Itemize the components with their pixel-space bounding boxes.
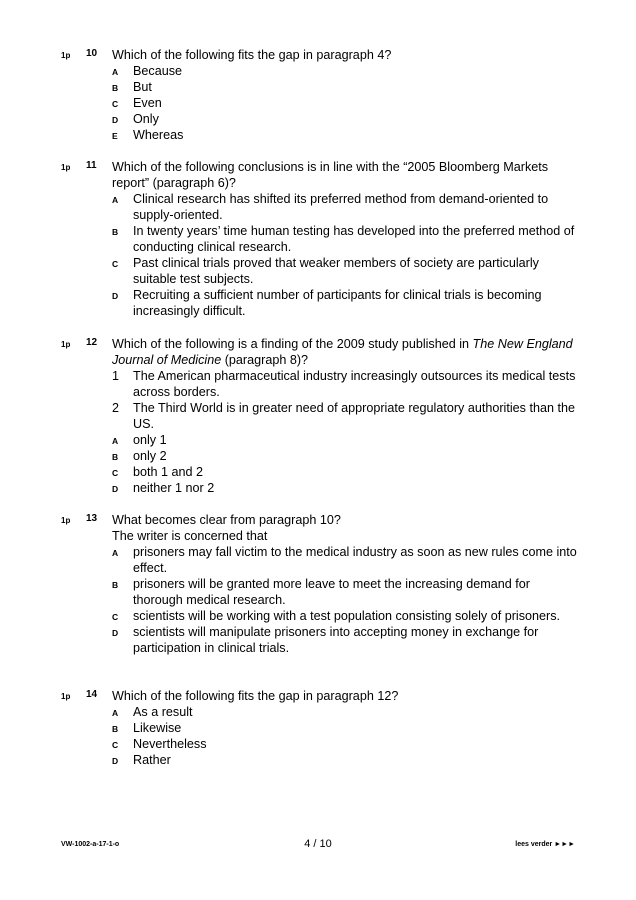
option-text: only 1 xyxy=(133,433,167,447)
answer-option xyxy=(112,79,582,95)
option-text: Recruiting a sufficient number of participants for clinical trials is becoming increasingly difficult. xyxy=(133,288,542,318)
answer-option xyxy=(112,127,582,143)
option-key: D xyxy=(112,484,119,494)
question-points: 1p xyxy=(61,340,71,349)
answer-option xyxy=(112,111,582,127)
question-points: 1p xyxy=(61,163,71,172)
option-key: A xyxy=(112,548,119,558)
question-number: 12 xyxy=(86,337,98,348)
option-key: A xyxy=(112,67,119,77)
statement xyxy=(112,400,582,432)
question-stem: Which of the following fits the gap in paragraph 4? xyxy=(112,48,392,62)
option-text: Rather xyxy=(133,753,171,767)
option-text: prisoners will be granted more leave to meet the increasing demand for thorough medical research. xyxy=(133,577,530,607)
question-10 xyxy=(0,47,636,143)
option-text: Only xyxy=(133,112,159,126)
question-number: 10 xyxy=(86,48,98,59)
answer-option xyxy=(112,752,582,768)
answer-option xyxy=(112,464,582,480)
option-text: Nevertheless xyxy=(133,737,207,751)
answer-option xyxy=(112,624,582,656)
option-text: prisoners may fall victim to the medical industry as soon as new rules come into effect. xyxy=(133,545,577,575)
option-text: Past clinical trials proved that weaker members of society are particularly suitable test subjects. xyxy=(133,256,539,286)
answer-option xyxy=(112,720,582,736)
option-text: only 2 xyxy=(133,449,167,463)
answer-option xyxy=(112,448,582,464)
answer-options xyxy=(112,544,582,656)
question-stem-continuation: The writer is concerned that xyxy=(112,529,268,543)
answer-option xyxy=(112,191,582,223)
question-stem: Which of the following conclusions is in line with the “2005 Bloomberg Markets report” (paragraph 6)? xyxy=(112,160,549,190)
answer-options xyxy=(112,432,582,496)
exam-code: VW-1002-a-17-1-o xyxy=(61,841,120,848)
answer-option xyxy=(112,704,582,720)
option-key: C xyxy=(112,612,119,622)
statement-text: The Third World is in greater need of appropriate regulatory authorities than the US. xyxy=(133,401,575,431)
option-key: A xyxy=(112,708,119,718)
question-14 xyxy=(0,688,636,768)
option-key: D xyxy=(112,291,119,301)
continue-indicator: lees verder ►►► xyxy=(515,841,575,848)
page-footer xyxy=(0,838,636,854)
option-key: B xyxy=(112,83,119,93)
option-text: both 1 and 2 xyxy=(133,465,204,479)
stem-text: (paragraph 8)? xyxy=(221,353,309,367)
question-13 xyxy=(0,512,636,656)
answer-option xyxy=(112,608,582,624)
option-key: D xyxy=(112,756,119,766)
answer-option xyxy=(112,95,582,111)
page-number: 4 / 10 xyxy=(304,838,332,850)
question-number: 11 xyxy=(86,160,97,171)
option-text: Because xyxy=(133,64,183,78)
option-key: D xyxy=(112,115,119,125)
answer-option xyxy=(112,544,582,576)
answer-option xyxy=(112,576,582,608)
option-text: Likewise xyxy=(133,721,182,735)
question-stem: Which of the following fits the gap in paragraph 12? xyxy=(112,689,399,703)
option-key: D xyxy=(112,628,119,638)
statement xyxy=(112,368,582,400)
question-stem: What becomes clear from paragraph 10? xyxy=(112,513,341,527)
question-stem xyxy=(112,336,582,368)
option-key: B xyxy=(112,227,119,237)
statement-key: 1 xyxy=(112,369,120,383)
option-key: C xyxy=(112,259,119,269)
question-11 xyxy=(0,159,636,319)
option-text: As a result xyxy=(133,705,193,719)
answer-options xyxy=(112,63,582,143)
question-points: 1p xyxy=(61,692,71,701)
answer-options xyxy=(112,191,582,319)
option-text: But xyxy=(133,80,152,94)
answer-options xyxy=(112,704,582,768)
option-text: scientists will be working with a test population consisting solely of prisoners. xyxy=(133,609,560,623)
answer-option xyxy=(112,223,582,255)
option-key: B xyxy=(112,580,119,590)
statement-text: The American pharmaceutical industry increasingly outsources its medical tests across borders. xyxy=(133,369,576,399)
option-text: neither 1 nor 2 xyxy=(133,481,215,495)
option-text: scientists will manipulate prisoners into accepting money in exchange for participation in clinical trials. xyxy=(133,625,539,655)
option-key: C xyxy=(112,99,119,109)
question-12 xyxy=(0,336,636,496)
option-key: B xyxy=(112,452,119,462)
option-key: B xyxy=(112,724,119,734)
option-key: E xyxy=(112,131,118,141)
answer-option xyxy=(112,287,582,319)
question-number: 13 xyxy=(86,513,98,524)
question-number: 14 xyxy=(86,689,98,700)
option-key: A xyxy=(112,195,119,205)
option-text: Clinical research has shifted its preferred method from demand-oriented to supply-oriented. xyxy=(133,192,549,222)
answer-option xyxy=(112,736,582,752)
statements xyxy=(112,368,582,432)
option-text: In twenty years’ time human testing has developed into the preferred method of conducting clinical research. xyxy=(133,224,575,254)
answer-option xyxy=(112,63,582,79)
question-points: 1p xyxy=(61,516,71,525)
option-key: C xyxy=(112,740,119,750)
answer-option xyxy=(112,255,582,287)
option-text: Whereas xyxy=(133,128,184,142)
stem-text: Which of the following is a finding of the 2009 study published in xyxy=(112,337,473,351)
option-key: C xyxy=(112,468,119,478)
option-text: Even xyxy=(133,96,162,110)
journal-title: The New England Journal of Medicine xyxy=(112,337,573,367)
statement-key: 2 xyxy=(112,401,120,415)
option-key: A xyxy=(112,436,119,446)
answer-option xyxy=(112,432,582,448)
answer-option xyxy=(112,480,582,496)
question-points: 1p xyxy=(61,51,71,60)
